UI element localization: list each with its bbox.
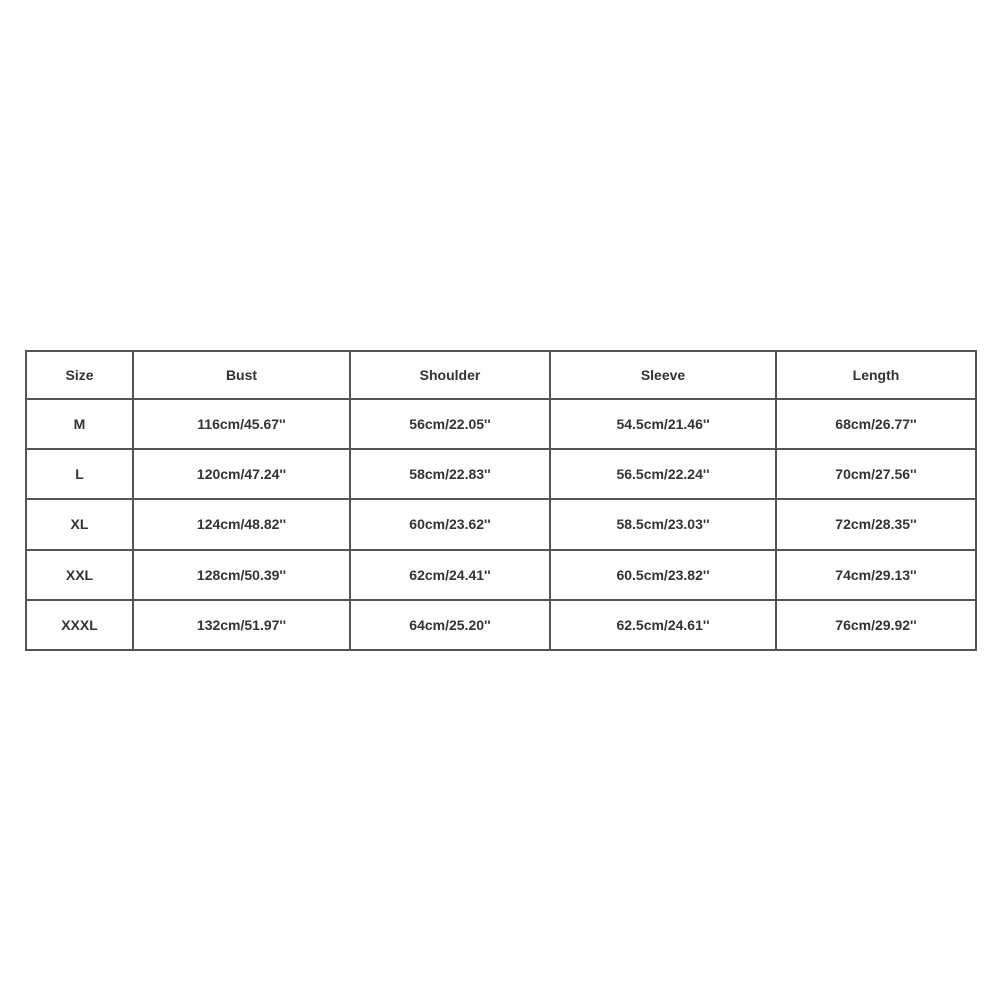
cell-size: XXL [26,550,133,600]
header-shoulder: Shoulder [350,351,550,399]
size-chart-table [25,350,977,651]
cell-shoulder: 64cm/25.20'' [350,600,550,650]
cell-bust: 132cm/51.97'' [133,600,350,650]
cell-sleeve: 54.5cm/21.46'' [550,399,776,449]
cell-sleeve: 62.5cm/24.61'' [550,600,776,650]
cell-bust: 128cm/50.39'' [133,550,350,600]
table-row [26,499,976,549]
cell-size: M [26,399,133,449]
header-length: Length [776,351,976,399]
header-bust: Bust [133,351,350,399]
table-row [26,449,976,499]
cell-shoulder: 56cm/22.05'' [350,399,550,449]
table-row [26,550,976,600]
table-row [26,399,976,449]
cell-length: 70cm/27.56'' [776,449,976,499]
cell-shoulder: 60cm/23.62'' [350,499,550,549]
cell-bust: 116cm/45.67'' [133,399,350,449]
cell-length: 72cm/28.35'' [776,499,976,549]
table-header-row [26,351,976,399]
cell-sleeve: 60.5cm/23.82'' [550,550,776,600]
table-row [26,600,976,650]
cell-length: 74cm/29.13'' [776,550,976,600]
cell-size: L [26,449,133,499]
cell-length: 68cm/26.77'' [776,399,976,449]
header-size: Size [26,351,133,399]
cell-size: XL [26,499,133,549]
cell-sleeve: 56.5cm/22.24'' [550,449,776,499]
cell-shoulder: 62cm/24.41'' [350,550,550,600]
cell-length: 76cm/29.92'' [776,600,976,650]
header-sleeve: Sleeve [550,351,776,399]
cell-shoulder: 58cm/22.83'' [350,449,550,499]
cell-size: XXXL [26,600,133,650]
cell-bust: 124cm/48.82'' [133,499,350,549]
cell-bust: 120cm/47.24'' [133,449,350,499]
cell-sleeve: 58.5cm/23.03'' [550,499,776,549]
